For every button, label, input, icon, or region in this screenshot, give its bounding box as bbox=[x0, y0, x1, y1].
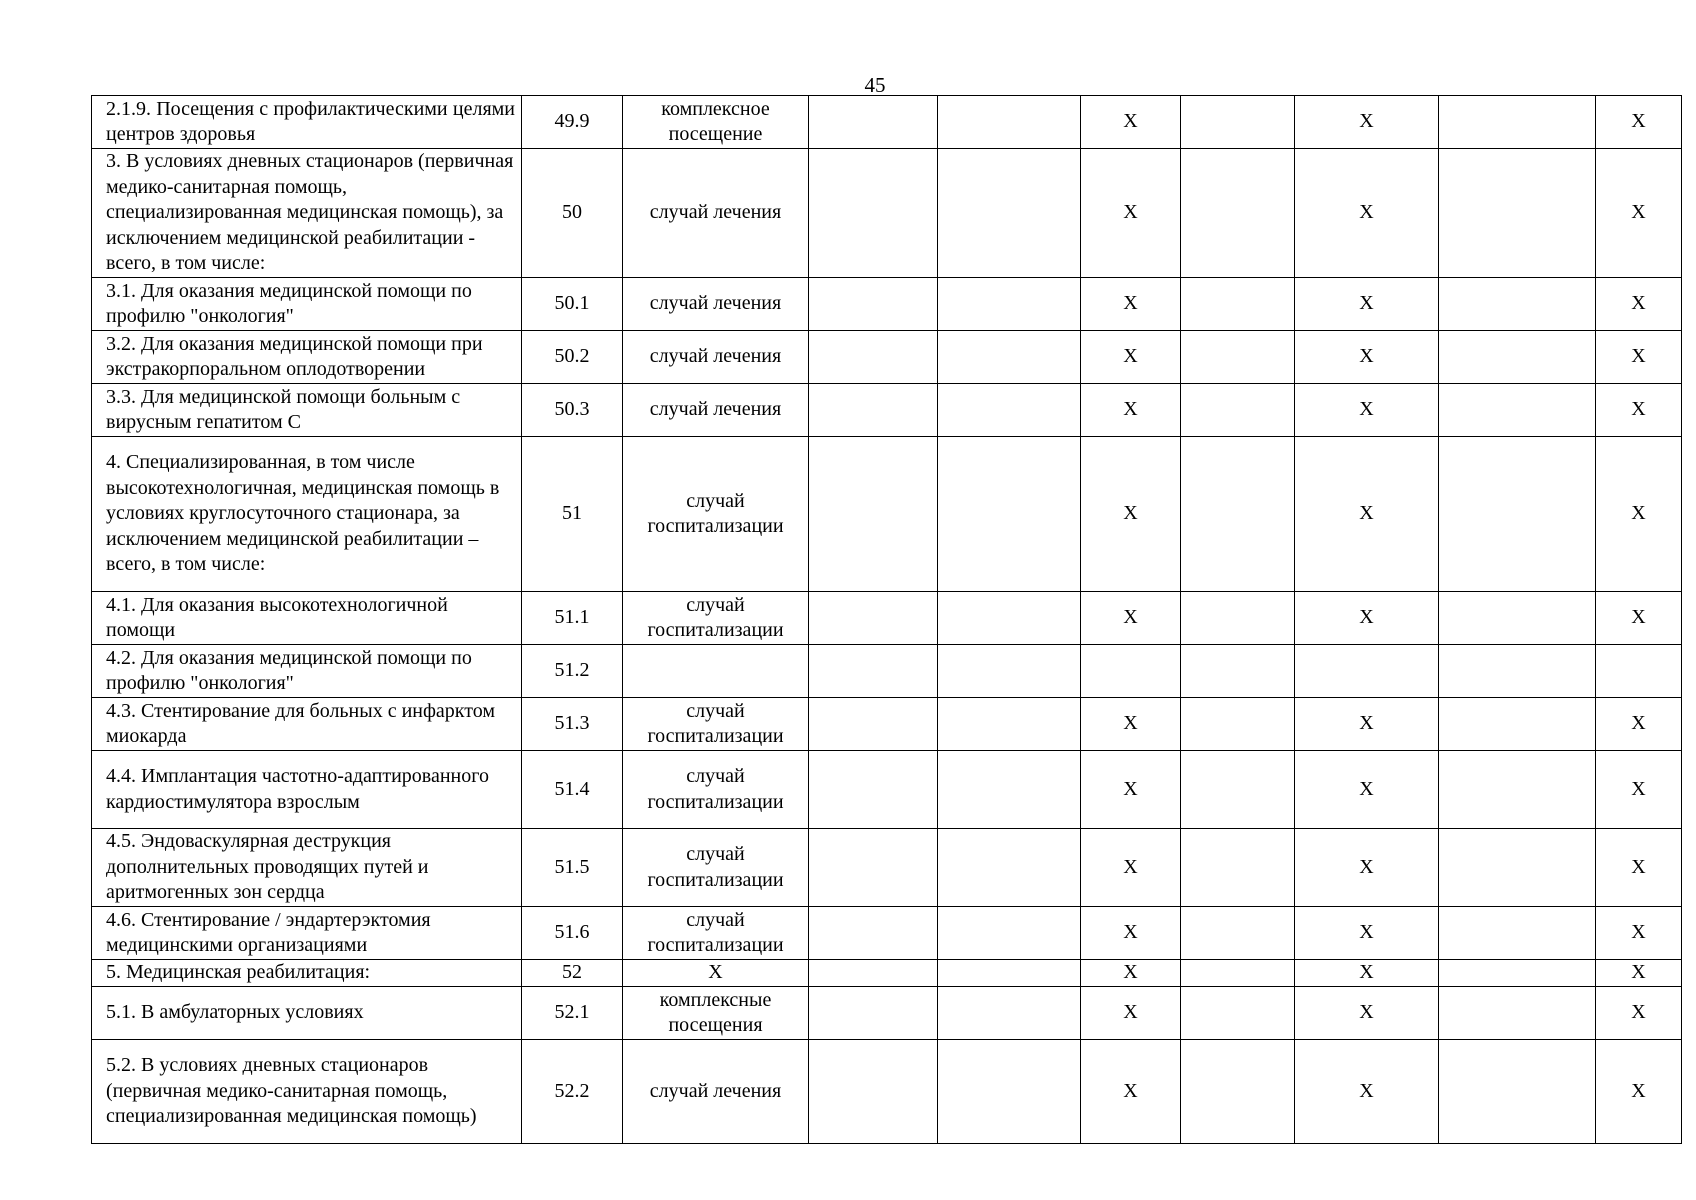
table-row bbox=[92, 987, 1682, 1040]
row-name-cell: 5.2. В условиях дневных стационаров (первичная медико-санитарная помощь, специализированная медицинская помощь) bbox=[92, 1040, 522, 1144]
row-unit-cell: случай госпитализации bbox=[623, 437, 809, 592]
row-name-cell: 4. Специализированная, в том числе высокотехнологичная, медицинская помощь в условиях круглосуточного стационара, за исключением медицинской реабилитации – всего, в том числе: bbox=[92, 437, 522, 592]
table-row bbox=[92, 278, 1682, 331]
row-unit-cell: случай лечения bbox=[623, 1040, 809, 1144]
row-unit-cell: случай госпитализации bbox=[623, 751, 809, 829]
row-mark-cell: X bbox=[1596, 331, 1682, 384]
row-mark-cell: X bbox=[1295, 96, 1439, 149]
row-name-cell: 5.1. В амбулаторных условиях bbox=[92, 987, 522, 1040]
row-mark-cell: X bbox=[1596, 829, 1682, 907]
row-mark-cell: X bbox=[1081, 384, 1181, 437]
row-mark-cell: X bbox=[1295, 698, 1439, 751]
row-mark-cell: X bbox=[1081, 1040, 1181, 1144]
row-number-cell: 50.2 bbox=[522, 331, 623, 384]
row-mark-cell bbox=[809, 751, 938, 829]
row-mark-cell bbox=[809, 278, 938, 331]
row-mark-cell bbox=[938, 907, 1081, 960]
data-table bbox=[91, 95, 1682, 1144]
table-row bbox=[92, 907, 1682, 960]
row-mark-cell bbox=[1181, 751, 1295, 829]
row-mark-cell bbox=[809, 960, 938, 987]
row-mark-cell bbox=[938, 698, 1081, 751]
row-name-cell: 5. Медицинская реабилитация: bbox=[92, 960, 522, 987]
row-name-cell: 3.3. Для медицинской помощи больным с вирусным гепатитом С bbox=[92, 384, 522, 437]
row-mark-cell bbox=[1181, 987, 1295, 1040]
row-mark-cell bbox=[1439, 645, 1596, 698]
row-number-cell: 49.9 bbox=[522, 96, 623, 149]
row-mark-cell bbox=[809, 907, 938, 960]
row-mark-cell bbox=[1295, 645, 1439, 698]
row-mark-cell bbox=[938, 592, 1081, 645]
row-mark-cell bbox=[1181, 384, 1295, 437]
row-mark-cell: X bbox=[1596, 907, 1682, 960]
row-mark-cell bbox=[938, 96, 1081, 149]
row-unit-cell: случай лечения bbox=[623, 278, 809, 331]
row-name-cell: 4.4. Имплантация частотно-адаптированного кардиостимулятора взрослым bbox=[92, 751, 522, 829]
row-unit-cell: случай лечения bbox=[623, 149, 809, 278]
row-mark-cell bbox=[1181, 96, 1295, 149]
row-mark-cell: X bbox=[1596, 987, 1682, 1040]
row-mark-cell: X bbox=[1596, 149, 1682, 278]
row-mark-cell bbox=[809, 829, 938, 907]
row-unit-cell: случай госпитализации bbox=[623, 698, 809, 751]
row-mark-cell bbox=[809, 592, 938, 645]
row-mark-cell: X bbox=[1295, 592, 1439, 645]
row-mark-cell bbox=[1181, 907, 1295, 960]
row-mark-cell: X bbox=[1081, 96, 1181, 149]
row-mark-cell: X bbox=[1295, 987, 1439, 1040]
row-mark-cell: X bbox=[1081, 331, 1181, 384]
row-mark-cell bbox=[809, 96, 938, 149]
row-mark-cell: X bbox=[1081, 907, 1181, 960]
row-mark-cell bbox=[1439, 907, 1596, 960]
row-mark-cell: X bbox=[1295, 384, 1439, 437]
table-row bbox=[92, 751, 1682, 829]
row-mark-cell: X bbox=[1596, 437, 1682, 592]
row-mark-cell bbox=[809, 645, 938, 698]
row-mark-cell: X bbox=[1596, 1040, 1682, 1144]
row-mark-cell bbox=[1081, 645, 1181, 698]
table-row bbox=[92, 960, 1682, 987]
row-unit-cell: X bbox=[623, 960, 809, 987]
table-row bbox=[92, 331, 1682, 384]
row-mark-cell bbox=[809, 149, 938, 278]
row-mark-cell: X bbox=[1081, 149, 1181, 278]
row-mark-cell bbox=[1181, 698, 1295, 751]
row-mark-cell: X bbox=[1081, 698, 1181, 751]
row-mark-cell bbox=[1439, 592, 1596, 645]
row-mark-cell bbox=[1439, 149, 1596, 278]
row-mark-cell bbox=[1439, 437, 1596, 592]
row-unit-cell: случай госпитализации bbox=[623, 829, 809, 907]
row-number-cell: 51.5 bbox=[522, 829, 623, 907]
row-mark-cell bbox=[1181, 645, 1295, 698]
row-unit-cell: комплексное посещение bbox=[623, 96, 809, 149]
row-unit-cell: случай госпитализации bbox=[623, 592, 809, 645]
table-row bbox=[92, 592, 1682, 645]
row-mark-cell bbox=[938, 751, 1081, 829]
row-mark-cell bbox=[1181, 149, 1295, 278]
row-mark-cell bbox=[1181, 278, 1295, 331]
row-mark-cell: X bbox=[1081, 592, 1181, 645]
row-mark-cell bbox=[1439, 751, 1596, 829]
row-mark-cell bbox=[809, 384, 938, 437]
row-mark-cell: X bbox=[1295, 960, 1439, 987]
table-row bbox=[92, 149, 1682, 278]
row-mark-cell bbox=[938, 829, 1081, 907]
row-number-cell: 52.2 bbox=[522, 1040, 623, 1144]
row-mark-cell bbox=[809, 1040, 938, 1144]
row-mark-cell: X bbox=[1295, 331, 1439, 384]
row-mark-cell: X bbox=[1081, 437, 1181, 592]
row-mark-cell bbox=[1181, 1040, 1295, 1144]
row-number-cell: 50.3 bbox=[522, 384, 623, 437]
row-mark-cell bbox=[938, 384, 1081, 437]
row-mark-cell: X bbox=[1295, 751, 1439, 829]
row-mark-cell bbox=[1181, 829, 1295, 907]
row-mark-cell: X bbox=[1295, 149, 1439, 278]
table-row bbox=[92, 96, 1682, 149]
row-mark-cell bbox=[938, 437, 1081, 592]
row-number-cell: 50 bbox=[522, 149, 623, 278]
row-mark-cell: X bbox=[1295, 1040, 1439, 1144]
row-mark-cell bbox=[1439, 331, 1596, 384]
row-unit-cell: комплексные посещения bbox=[623, 987, 809, 1040]
row-mark-cell: X bbox=[1081, 278, 1181, 331]
row-mark-cell bbox=[938, 331, 1081, 384]
row-mark-cell bbox=[809, 698, 938, 751]
row-name-cell: 4.6. Стентирование / эндартерэктомия медицинскими организациями bbox=[92, 907, 522, 960]
row-number-cell: 52 bbox=[522, 960, 623, 987]
row-unit-cell: случай лечения bbox=[623, 384, 809, 437]
row-name-cell: 4.2. Для оказания медицинской помощи по профилю "онкология" bbox=[92, 645, 522, 698]
table-row bbox=[92, 437, 1682, 592]
row-unit-cell bbox=[623, 645, 809, 698]
row-mark-cell bbox=[1439, 960, 1596, 987]
row-mark-cell bbox=[1439, 698, 1596, 751]
row-number-cell: 51.4 bbox=[522, 751, 623, 829]
row-name-cell: 4.3. Стентирование для больных с инфарктом миокарда bbox=[92, 698, 522, 751]
row-mark-cell: X bbox=[1596, 960, 1682, 987]
row-mark-cell bbox=[1181, 592, 1295, 645]
row-unit-cell: случай госпитализации bbox=[623, 907, 809, 960]
table-body bbox=[92, 96, 1682, 1144]
row-mark-cell: X bbox=[1295, 829, 1439, 907]
row-mark-cell: X bbox=[1081, 829, 1181, 907]
row-number-cell: 51.2 bbox=[522, 645, 623, 698]
row-unit-cell: случай лечения bbox=[623, 331, 809, 384]
row-mark-cell bbox=[1439, 1040, 1596, 1144]
row-mark-cell bbox=[1439, 384, 1596, 437]
row-number-cell: 50.1 bbox=[522, 278, 623, 331]
row-mark-cell bbox=[938, 987, 1081, 1040]
row-mark-cell: X bbox=[1295, 278, 1439, 331]
row-name-cell: 3.2. Для оказания медицинской помощи при экстракорпоральном оплодотворении bbox=[92, 331, 522, 384]
table-row bbox=[92, 645, 1682, 698]
row-mark-cell bbox=[809, 437, 938, 592]
row-mark-cell bbox=[1181, 437, 1295, 592]
row-name-cell: 3.1. Для оказания медицинской помощи по профилю "онкология" bbox=[92, 278, 522, 331]
row-mark-cell bbox=[809, 987, 938, 1040]
row-mark-cell bbox=[938, 960, 1081, 987]
row-number-cell: 51 bbox=[522, 437, 623, 592]
row-mark-cell bbox=[809, 331, 938, 384]
table-row bbox=[92, 1040, 1682, 1144]
table-row bbox=[92, 698, 1682, 751]
row-mark-cell bbox=[938, 645, 1081, 698]
row-mark-cell bbox=[1439, 278, 1596, 331]
row-name-cell: 4.1. Для оказания высокотехнологичной помощи bbox=[92, 592, 522, 645]
row-mark-cell bbox=[1596, 645, 1682, 698]
row-mark-cell: X bbox=[1081, 960, 1181, 987]
row-mark-cell bbox=[938, 1040, 1081, 1144]
table-row bbox=[92, 384, 1682, 437]
row-mark-cell bbox=[1181, 960, 1295, 987]
row-mark-cell: X bbox=[1596, 96, 1682, 149]
row-mark-cell: X bbox=[1295, 437, 1439, 592]
row-mark-cell: X bbox=[1081, 987, 1181, 1040]
row-number-cell: 51.1 bbox=[522, 592, 623, 645]
row-mark-cell bbox=[1439, 987, 1596, 1040]
row-mark-cell: X bbox=[1596, 384, 1682, 437]
row-name-cell: 2.1.9. Посещения с профилактическими целями центров здоровья bbox=[92, 96, 522, 149]
row-mark-cell: X bbox=[1596, 278, 1682, 331]
row-number-cell: 51.6 bbox=[522, 907, 623, 960]
row-name-cell: 3. В условиях дневных стационаров (первичная медико-санитарная помощь, специализированная медицинская помощь), за исключением медицинской реабилитации - всего, в том числе: bbox=[92, 149, 522, 278]
table-row bbox=[92, 829, 1682, 907]
row-mark-cell bbox=[938, 149, 1081, 278]
row-mark-cell bbox=[938, 278, 1081, 331]
row-mark-cell bbox=[1181, 331, 1295, 384]
row-mark-cell: X bbox=[1295, 907, 1439, 960]
row-mark-cell: X bbox=[1596, 698, 1682, 751]
row-name-cell: 4.5. Эндоваскулярная деструкция дополнительных проводящих путей и аритмогенных зон сердца bbox=[92, 829, 522, 907]
page-number: 45 bbox=[864, 73, 886, 97]
row-mark-cell bbox=[1439, 829, 1596, 907]
row-mark-cell bbox=[1439, 96, 1596, 149]
row-mark-cell: X bbox=[1596, 592, 1682, 645]
row-mark-cell: X bbox=[1596, 751, 1682, 829]
row-number-cell: 51.3 bbox=[522, 698, 623, 751]
row-mark-cell: X bbox=[1081, 751, 1181, 829]
row-number-cell: 52.1 bbox=[522, 987, 623, 1040]
